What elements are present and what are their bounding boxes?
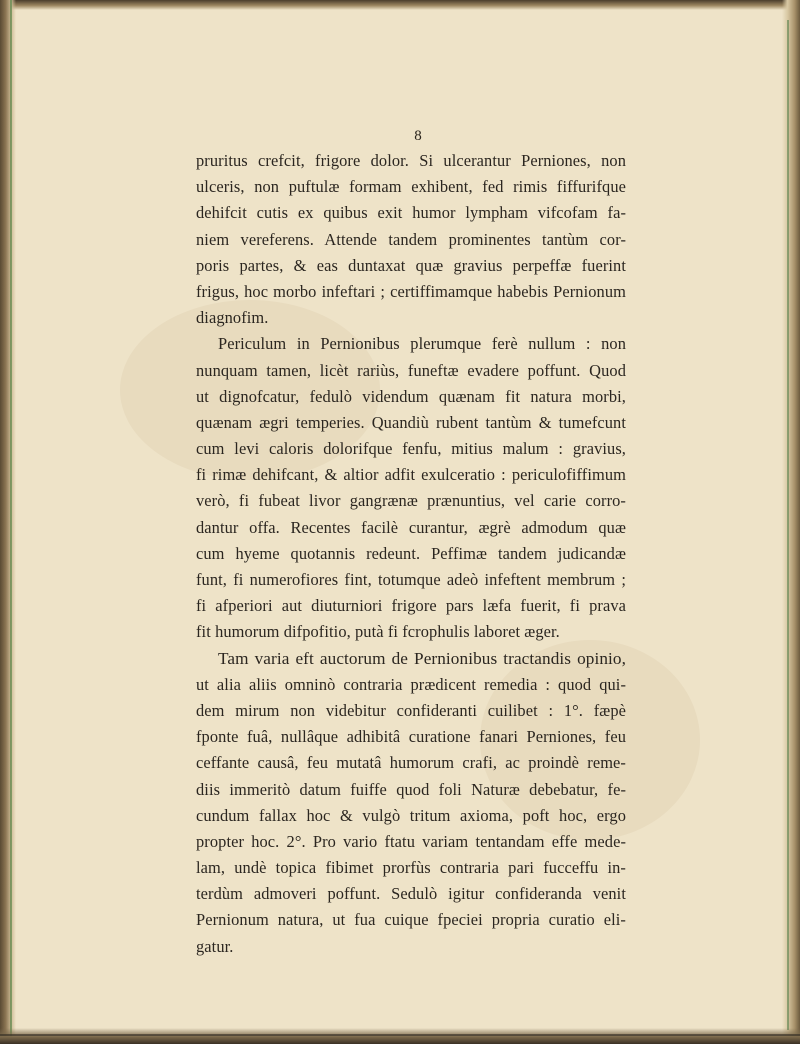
text-line: ceffante causâ, feu mutatâ humorum crafi, ac proindè reme- xyxy=(196,753,626,773)
scan-bottom-line xyxy=(0,1034,800,1036)
text-line: diis immeritò datum fuiffe quod foli Naturæ debebatur, fe- xyxy=(196,779,626,799)
text-line: nunquam tamen, licèt rariùs, funeftæ evadere poffunt. Quod xyxy=(196,360,626,380)
text-line: ut dignofcatur, fedulò videndum quænam fit natura morbi, xyxy=(196,386,626,406)
text-line: funt, fi numerofiores fint, totumque adeò infeftent membrum ; xyxy=(196,570,626,589)
text-line: fponte fuâ, nullâque adhibitâ curatione fanari Perniones, feu xyxy=(196,727,626,747)
text-line: gatur. xyxy=(196,936,234,956)
text-line: diagnofim. xyxy=(196,308,269,328)
text-line: ulceris, non puftulæ formam exhibent, fed rimis fiffurifque xyxy=(196,177,626,197)
text-line: fi afperiori aut diuturniori frigore pars læfa fuerit, fi prava xyxy=(196,596,626,616)
text-line: verò, fi fubeat livor gangrænæ prænuntius, vel carie corro- xyxy=(196,491,626,511)
text-line: fi rimæ dehifcant, & altior adfit exulceratio : periculofiffimum xyxy=(196,465,626,485)
text-line: dehifcit cutis ex quibus exit humor lympham vifcofam fa- xyxy=(196,203,626,223)
text-line: dem mirum non videbitur confideranti cuilibet : 1°. fæpè xyxy=(196,700,626,720)
scan-left-edge xyxy=(0,0,16,1044)
binding-line-left xyxy=(10,0,12,1044)
text-line: propter hoc. 2°. Pro vario ftatu variam tentandam effe mede- xyxy=(196,831,626,851)
text-line: terdùm admoveri poffunt. Sedulò igitur confideranda venit xyxy=(196,884,626,904)
text-line: lam, undè topica fibimet prorfùs contraria pari fucceffu in- xyxy=(196,858,626,878)
paragraph-start-line: Tam varia eft auctorum de Pernionibus tractandis opinio, xyxy=(218,648,626,668)
text-line: frigus, hoc morbo infeftari ; certiffimamque habebis Pernionum xyxy=(196,281,626,301)
text-line: poris partes, & eas duntaxat quæ gravius perpeffæ fuerint xyxy=(196,255,626,275)
text-line: quænam ægri temperies. Quandiù rubent tantùm & tumefcunt xyxy=(196,412,626,432)
text-line: pruritus crefcit, frigore dolor. Si ulcerantur Perniones, non xyxy=(196,151,626,170)
text-line: cum levi caloris dolorifque fenfu, mitius malum : gravius, xyxy=(196,439,626,459)
scan-top-edge xyxy=(0,0,800,10)
binding-line-right xyxy=(787,20,789,1030)
text-line: cum hyeme quotannis redeunt. Peffimæ tandem judicandæ xyxy=(196,543,626,563)
scan-right-edge xyxy=(782,0,800,1044)
body-text xyxy=(196,148,626,960)
scan-bottom-edge xyxy=(0,1028,800,1044)
page-number: 8 xyxy=(414,128,422,144)
text-line: cundum fallax hoc & vulgò tritum axioma, poft hoc, ergo xyxy=(196,805,626,825)
text-line: fit humorum difpofitio, putà fi fcrophulis laboret æger. xyxy=(196,622,560,642)
text-line: Pernionum natura, ut fua cuique fpeciei propria curatio eli- xyxy=(196,910,626,930)
text-line: ut alia aliis omninò contraria prædicent remedia : quod qui- xyxy=(196,674,626,694)
paragraph-start-line: Periculum in Pernionibus plerumque ferè nullum : non xyxy=(218,334,626,354)
text-line: niem vereferens. Attende tandem prominentes tantùm cor- xyxy=(196,229,626,249)
text-line: dantur offa. Recentes facilè curantur, ægrè admodum quæ xyxy=(196,517,626,537)
